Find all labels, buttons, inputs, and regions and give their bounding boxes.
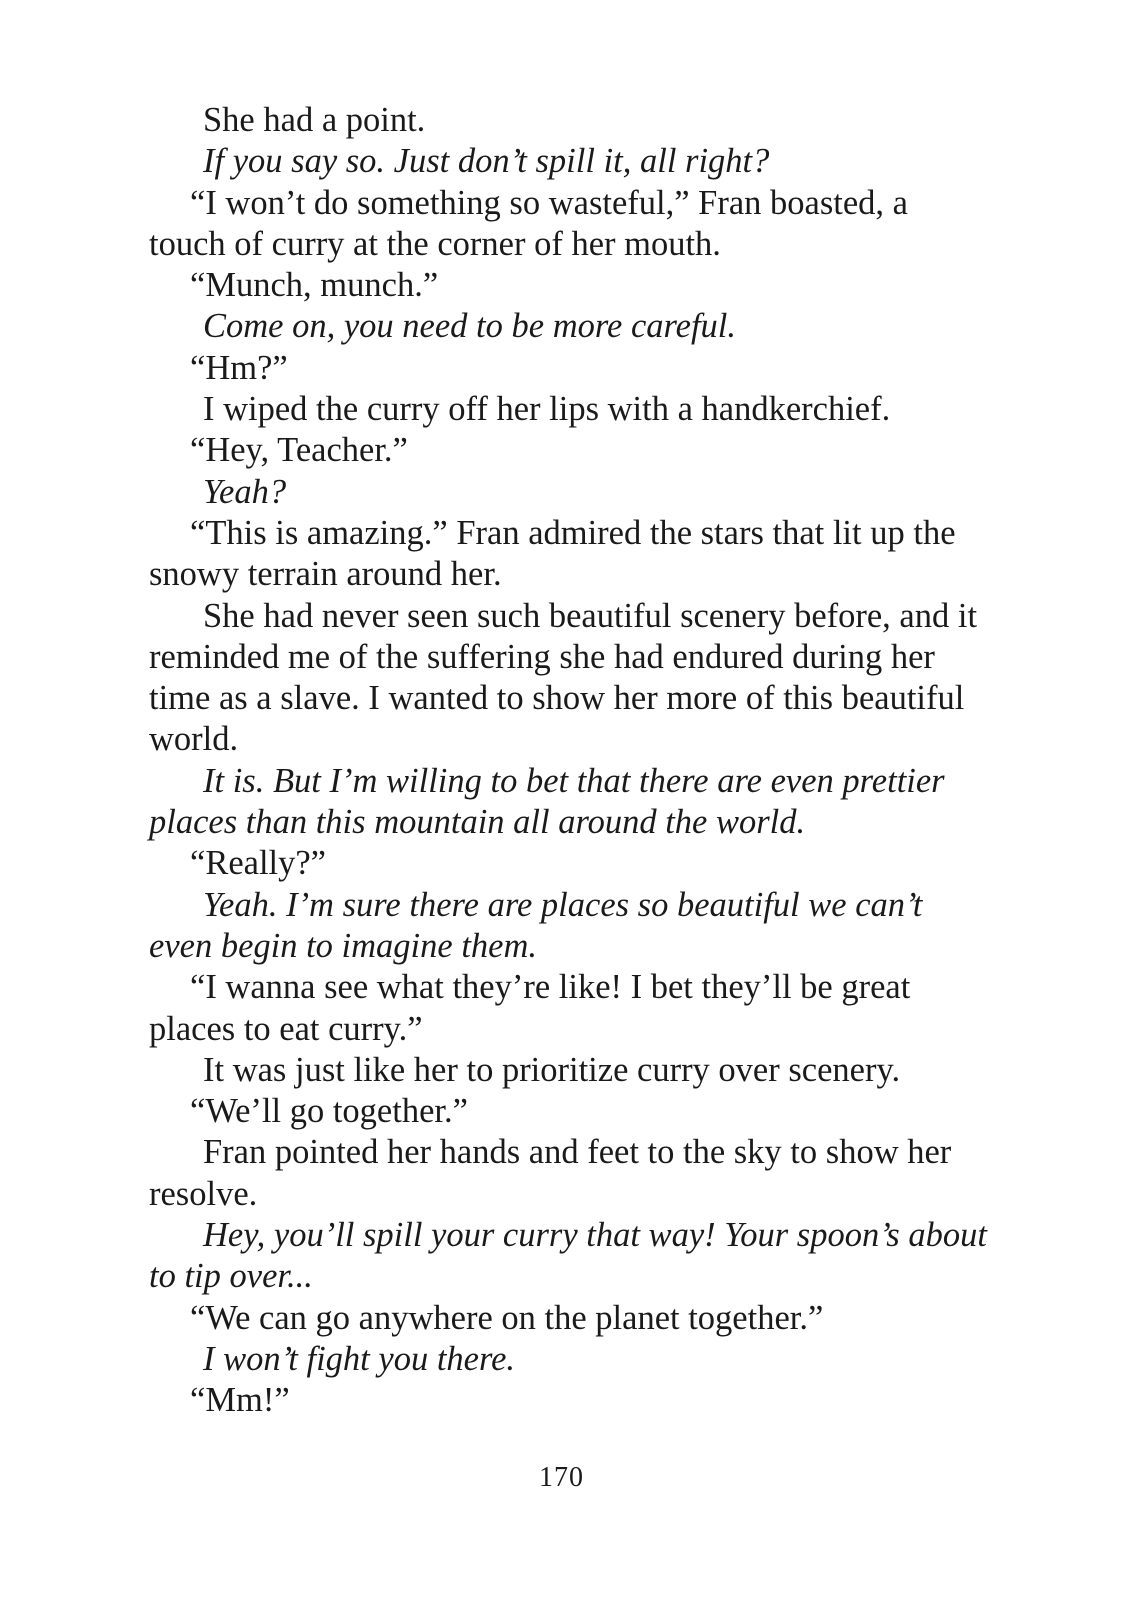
paragraph-5: Come on, you need to be more careful. xyxy=(203,307,737,346)
paragraph-12: It is. But I’m willing to bet that there are even prettier places than this mountain all around the world. xyxy=(149,761,945,842)
paragraph-8: “Hey, Teacher.” xyxy=(190,431,408,470)
paragraph-21: I won’t fight you there. xyxy=(203,1339,516,1378)
paragraph-15: “I wanna see what they’re like! I bet they’ll be great places to eat curry.” xyxy=(149,968,911,1048)
paragraph-16: It was just like her to prioritize curry over scenery. xyxy=(203,1050,901,1089)
paragraph-11: She had never seen such beautiful scenery before, and it reminded me of the suffering she had endured during her time as a slave. I wanted to show her more of this beautiful world. xyxy=(149,596,978,759)
paragraph-18: Fran pointed her hands and feet to the sky to show her resolve. xyxy=(149,1133,952,1213)
paragraph-7: I wiped the curry off her lips with a handkerchief. xyxy=(203,390,891,429)
paragraph-20: “We can go anywhere on the planet together.” xyxy=(190,1298,824,1337)
paragraph-9: Yeah? xyxy=(203,472,287,511)
paragraph-1: She had a point. xyxy=(203,101,426,139)
body-text xyxy=(149,100,989,1422)
page-number: 170 xyxy=(539,1462,584,1493)
paragraph-6: “Hm?” xyxy=(190,348,288,387)
paragraph-14: Yeah. I’m sure there are places so beautiful we can’t even begin to imagine them. xyxy=(149,885,923,965)
paragraph-17: “We’ll go together.” xyxy=(190,1092,468,1131)
paragraph-19: Hey, you’ll spill your curry that way! Your spoon’s about to tip over... xyxy=(149,1216,987,1296)
paragraph-4: “Munch, munch.” xyxy=(190,266,439,305)
paragraph-3: “I won’t do something so wasteful,” Fran boasted, a touch of curry at the corner of her mouth. xyxy=(149,183,908,263)
paragraph-22: “Mm!” xyxy=(190,1381,290,1420)
paragraph-10: “This is amazing.” Fran admired the stars that lit up the snowy terrain around her. xyxy=(149,513,956,594)
paragraph-13: “Really?” xyxy=(190,844,326,883)
paragraph-2: If you say so. Just don’t spill it, all right? xyxy=(203,142,770,181)
